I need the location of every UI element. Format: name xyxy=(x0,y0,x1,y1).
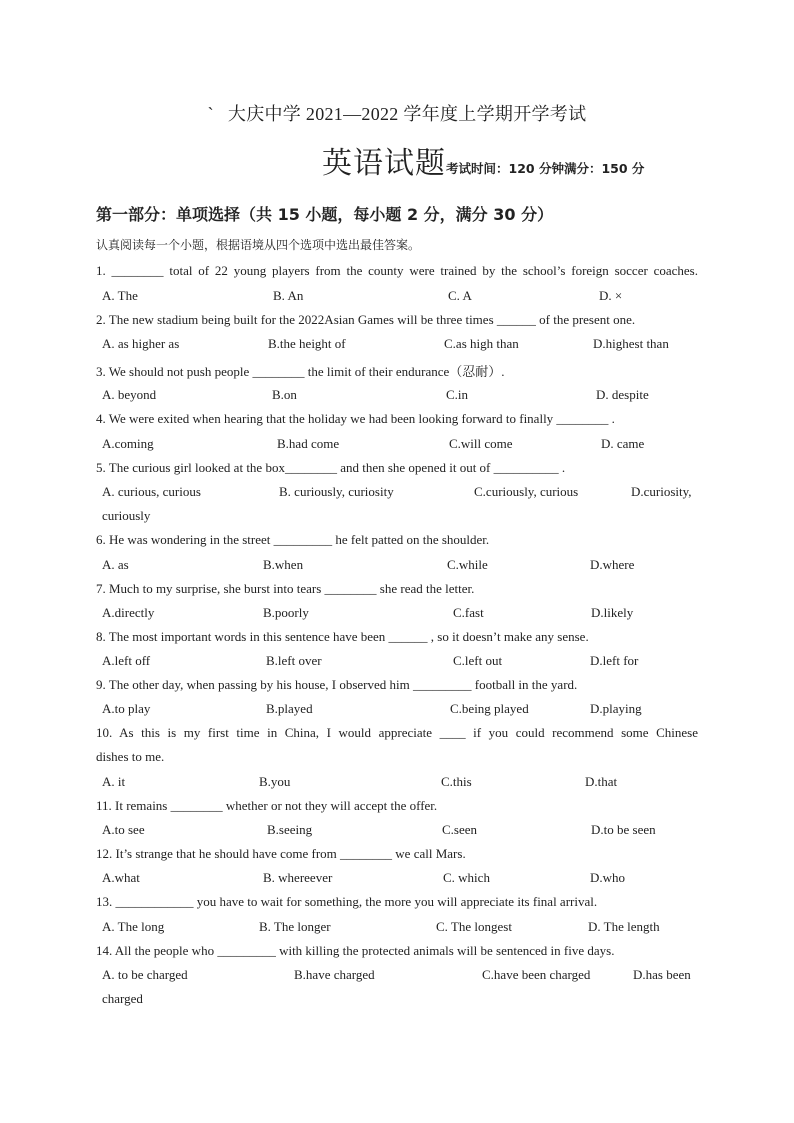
section-instruction: 认真阅读每一个小题，根据语境从四个选项中选出最佳答案。 xyxy=(96,238,421,252)
question-10-stem: 10. As this is my first time in China, I would appreciate ____ if you could recommend some Chinese xyxy=(96,725,698,740)
question-9-option-b[interactable]: B.played xyxy=(266,701,313,716)
exam-time: 考试时间：120 分钟 xyxy=(446,161,564,176)
question-1-option-d[interactable]: D. × xyxy=(599,288,623,303)
question-2-option-a[interactable]: A. as higher as xyxy=(102,336,180,351)
question-4-option-d[interactable]: D. came xyxy=(601,436,645,451)
question-12-option-d[interactable]: D.who xyxy=(590,870,626,885)
question-7-stem: 7. Much to my surprise, she burst into tears ________ she read the letter. xyxy=(96,581,475,596)
question-6-option-a[interactable]: A. as xyxy=(102,557,129,572)
question-5-option-d-wrap: curiously xyxy=(102,508,151,523)
question-13-stem: 13. ____________ you have to wait for something, the more you will appreciate its final arrival. xyxy=(96,894,598,909)
question-12-stem: 12. It’s strange that he should have come from ________ we call Mars. xyxy=(96,846,466,861)
question-14-option-d[interactable]: D.has been xyxy=(633,967,691,982)
question-5-option-a[interactable]: A. curious, curious xyxy=(102,484,201,499)
question-3-option-b[interactable]: B.on xyxy=(272,387,297,402)
question-7-option-a[interactable]: A.directly xyxy=(102,605,155,620)
question-11-option-c[interactable]: C.seen xyxy=(442,822,478,837)
question-11-option-a[interactable]: A.to see xyxy=(102,822,145,837)
question-11-option-d[interactable]: D.to be seen xyxy=(591,822,656,837)
question-13-option-b[interactable]: B. The longer xyxy=(259,919,331,934)
question-6-option-d[interactable]: D.where xyxy=(590,557,635,572)
exam-score: 满分：150 分 xyxy=(563,161,645,176)
question-14-option-c[interactable]: C.have been charged xyxy=(482,967,591,982)
section-title: 第一部分：单项选择（共 15 小题，每小题 2 分，满分 30 分） xyxy=(96,205,554,224)
question-8-stem: 8. The most important words in this sentence have been ______ , so it doesn’t make any sense. xyxy=(96,629,589,644)
question-3-option-c[interactable]: C.in xyxy=(446,387,469,402)
question-4-option-c[interactable]: C.will come xyxy=(449,436,513,451)
question-6-option-c[interactable]: C.while xyxy=(447,557,488,572)
question-11-stem: 11. It remains ________ whether or not they will accept the offer. xyxy=(96,798,438,813)
question-2-option-b[interactable]: B.the height of xyxy=(268,336,346,351)
question-10-option-d[interactable]: D.that xyxy=(585,774,618,789)
question-9-stem: 9. The other day, when passing by his house, I observed him _________ football in the yard. xyxy=(96,677,578,692)
question-12-option-c[interactable]: C. which xyxy=(443,870,490,885)
question-10-option-a[interactable]: A. it xyxy=(102,774,126,789)
question-10-stem-wrap: dishes to me. xyxy=(96,749,165,764)
question-13-option-d[interactable]: D. The length xyxy=(588,919,660,934)
question-2-stem: 2. The new stadium being built for the 2022Asian Games will be three times ______ of the present one. xyxy=(96,312,636,327)
question-6-option-b[interactable]: B.when xyxy=(263,557,304,572)
question-12-option-b[interactable]: B. whereever xyxy=(263,870,333,885)
question-8-option-a[interactable]: A.left off xyxy=(102,653,151,668)
question-5-stem: 5. The curious girl looked at the box________ and then she opened it out of __________ . xyxy=(96,460,566,475)
question-10-option-b[interactable]: B.you xyxy=(259,774,291,789)
question-1-option-c[interactable]: C. A xyxy=(448,288,472,303)
question-5-option-c[interactable]: C.curiously, curious xyxy=(474,484,579,499)
question-14-option-b[interactable]: B.have charged xyxy=(294,967,375,982)
question-9-option-c[interactable]: C.being played xyxy=(450,701,529,716)
question-7-option-d[interactable]: D.likely xyxy=(591,605,634,620)
question-8-option-c[interactable]: C.left out xyxy=(453,653,503,668)
school-exam-title: 大庆中学 2021—2022 学年度上学期开学考试 xyxy=(227,104,587,124)
question-2-option-d[interactable]: D.highest than xyxy=(593,336,669,351)
question-4-option-a[interactable]: A.coming xyxy=(102,436,154,451)
question-8-option-d[interactable]: D.left for xyxy=(590,653,639,668)
question-14-option-a[interactable]: A. to be charged xyxy=(102,967,188,982)
header-mark: ` xyxy=(207,104,214,124)
question-9-option-a[interactable]: A.to play xyxy=(102,701,151,716)
page-title: 英语试题 xyxy=(322,147,446,180)
question-3-stem: 3. We should not push people ________ the limit of their endurance（忍耐）. xyxy=(96,364,505,379)
question-13-option-a[interactable]: A. The long xyxy=(102,919,165,934)
question-11-option-b[interactable]: B.seeing xyxy=(267,822,313,837)
question-7-option-c[interactable]: C.fast xyxy=(453,605,484,620)
question-13-option-c[interactable]: C. The longest xyxy=(436,919,512,934)
school-line xyxy=(0,100,794,126)
question-1-option-b[interactable]: B. An xyxy=(273,288,304,303)
question-3-option-d[interactable]: D. despite xyxy=(596,387,649,402)
question-10-option-c[interactable]: C.this xyxy=(441,774,472,789)
question-14-stem: 14. All the people who _________ with killing the protected animals will be sentenced in five days. xyxy=(96,943,615,958)
question-5-option-b[interactable]: B. curiously, curiosity xyxy=(279,484,394,499)
question-8-option-b[interactable]: B.left over xyxy=(266,653,322,668)
question-12-option-a[interactable]: A.what xyxy=(102,870,140,885)
question-7-option-b[interactable]: B.poorly xyxy=(263,605,309,620)
title-row xyxy=(322,138,644,182)
question-6-stem: 6. He was wondering in the street _________ he felt patted on the shoulder. xyxy=(96,532,490,547)
question-4-option-b[interactable]: B.had come xyxy=(277,436,340,451)
question-9-option-d[interactable]: D.playing xyxy=(590,701,642,716)
question-5-option-d[interactable]: D.curiosity, xyxy=(631,484,692,499)
question-14-option-d-wrap: charged xyxy=(102,991,143,1006)
question-2-option-c[interactable]: C.as high than xyxy=(444,336,519,351)
question-1-stem: 1. ________ total of 22 young players from the county were trained by the school’s foreign soccer coaches. xyxy=(96,263,698,278)
question-3-option-a[interactable]: A. beyond xyxy=(102,387,157,402)
question-4-stem: 4. We were exited when hearing that the holiday we had been looking forward to finally ________ . xyxy=(96,411,615,426)
question-1-option-a[interactable]: A. The xyxy=(102,288,138,303)
